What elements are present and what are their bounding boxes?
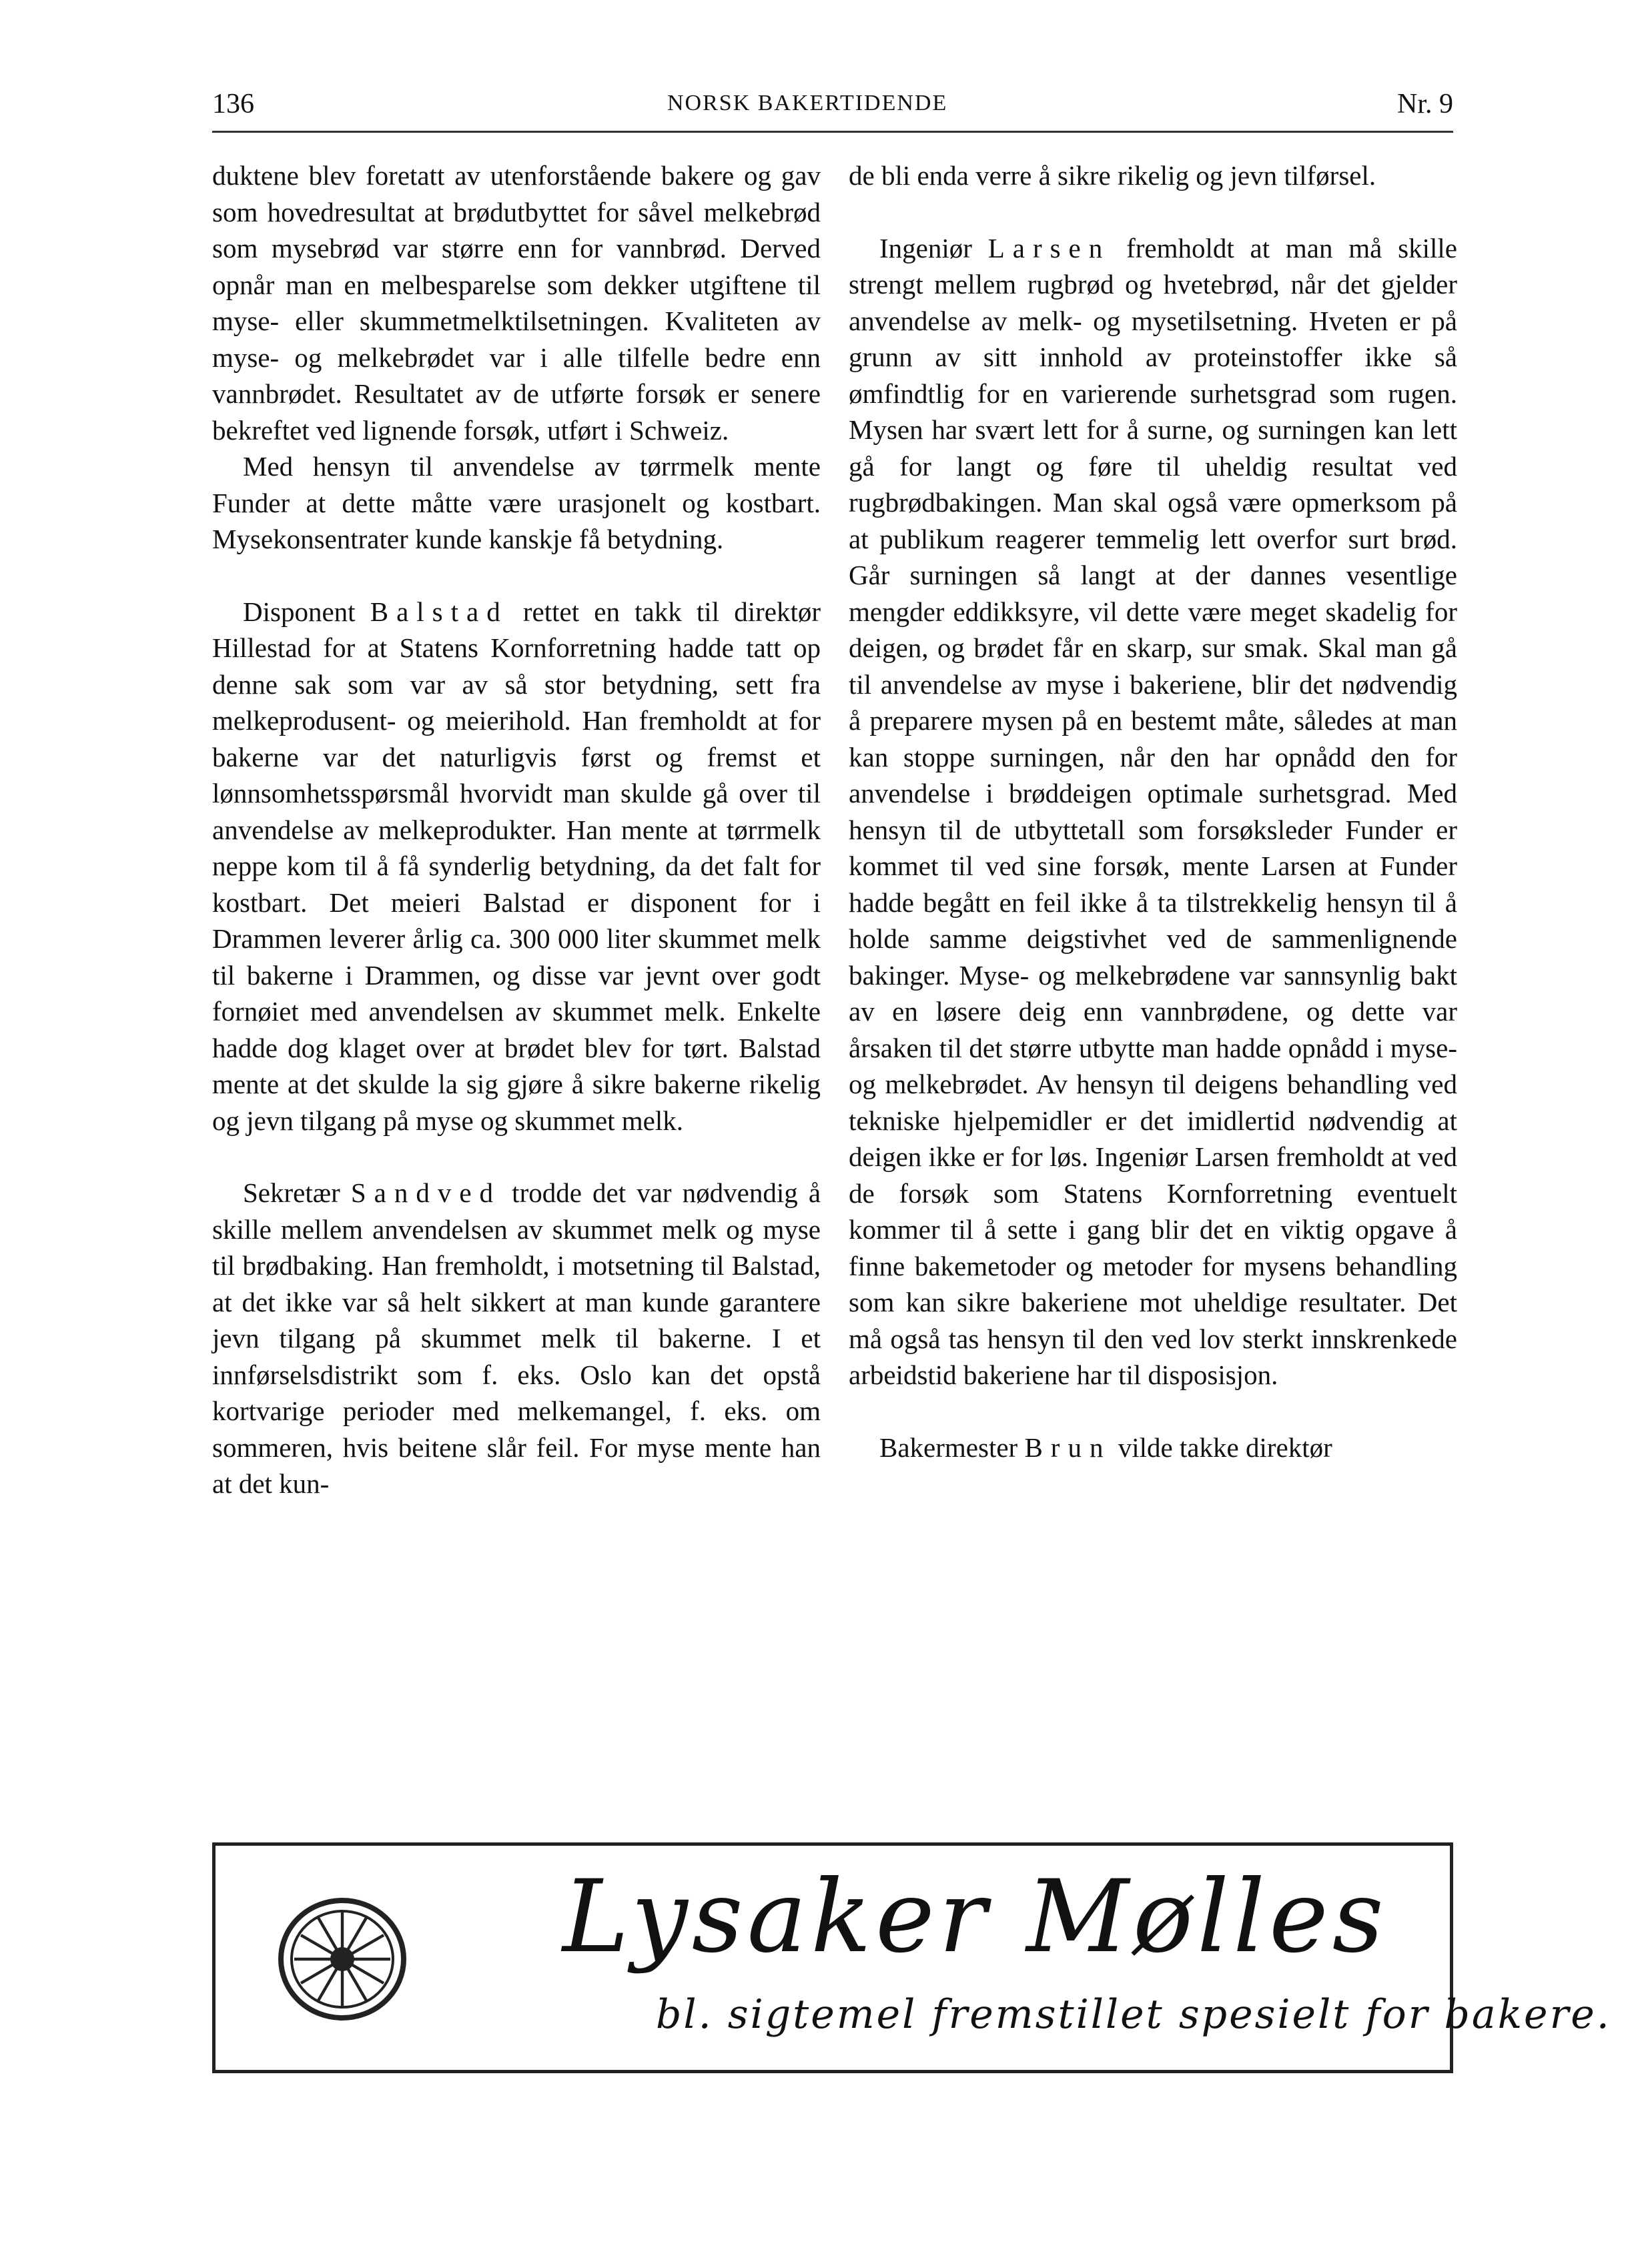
paragraph bbox=[212, 1175, 821, 1502]
advertiser-name: Lysaker Mølles bbox=[562, 1859, 1388, 1975]
right-column bbox=[849, 157, 1457, 1466]
speaker-name: Brun bbox=[1024, 1432, 1112, 1463]
advertiser-tagline: bl. sigtemel fremstillet spesielt for bakere. bbox=[656, 1991, 1611, 2038]
paragraph bbox=[212, 594, 821, 1139]
paragraph-body: vilde takke direktør bbox=[1118, 1432, 1332, 1463]
paragraph-lead: Bakermester bbox=[879, 1432, 1018, 1463]
paragraph bbox=[849, 1430, 1457, 1466]
issue-number: Nr. 9 bbox=[1397, 89, 1453, 119]
mill-wheel-logo-icon bbox=[276, 1892, 409, 2026]
paragraph-lead: Disponent bbox=[243, 596, 356, 627]
speaker-name: Sandved bbox=[350, 1177, 502, 1208]
paragraph-body: fremholdt at man må skille strengt mellem rugbrød og hvetebrød, når det gjelder anvendelse av melk- og mysetilsetning. Hveten er på grunn av sitt innhold av proteinstoffer ikke så ømfindtlig for en varierende surhetsgrad som rugen. Mysen har svært lett for å surne, og surningen kan lett gå for langt og føre til uheldig resultat ved rugbrødbakingen. Man skal også være opmerksom på at publikum reagerer temmelig lett overfor surt brød. Går surningen så langt at der dannes vesentlige mengder eddikksyre, vil dette være meget skadelig for deigen, og brødet får en skarp, sur smak. Skal man gå til anvendelse av myse i bakeriene, blir det nødvendig å preparere mysen på en bestemt måte, således at man kan stoppe surningen, når den har opnådd den for anvendelse i brøddeigen optimale surhetsgrad. Med hensyn til de utbyttetall som forsøksleder Funder er kommet til ved sine forsøk, mente Larsen at Funder hadde begått en feil ikke å ta tilstrekkelig hensyn til å holde samme deigstivhet ved de sammenlignende bakinger. Myse- og melkebrødene var sannsynlig bakt av en løsere deig enn vannbrødene, og dette var årsaken til det større utbytte man hadde opnådd i myse- og melkebrødet. Av hensyn til deigens behandling ved tekniske hjelpemidler er det imidlertid nødvendig at deigen ikke er for løs. Ingeniør Larsen fremholdt at ved de forsøk som Statens Kornforretning eventuelt kommer til å sette i gang blir det en viktig opgave å finne bakemetoder og metoder for mysens behandling som kan sikre bakeriene mot uheldige resultater. Det må også tas hensyn til den ved lov sterkt innskrenkede arbeidstid bakeriene har til disposisjon. bbox=[849, 232, 1458, 1390]
page-number: 136 bbox=[212, 89, 254, 119]
paragraph-body: rettet en takk til direktør Hillestad for at Statens Kornforretning hadde tatt op denne sak som var av så stor betydning, sett fra melkeprodusent- og meierihold. Han fremholdt at for bakerne var det naturligvis først og fremst et lønnsomhetsspørsmål hvorvidt man skulde gå over til anvendelse av melkeprodukter. Han mente at tørrmelk neppe kom til å få synderlig betydning, da det falt for kostbart. Det meieri Balstad er disponent for i Drammen leverer årlig ca. 300 000 liter skummet melk til bakerne i Drammen, og disse var jevnt over godt fornøiet med anvendelsen av skummet melk. Enkelte hadde dog klaget over at brødet blev for tørt. Balstad mente at det skulde la sig gjøre å sikre bakerne rikelig og jevn tilgang på myse og skummet melk. bbox=[212, 596, 821, 1136]
publication-title: NORSK BAKERTIDENDE bbox=[667, 91, 948, 115]
paragraph-lead: Ingeniør bbox=[879, 232, 972, 263]
advertisement-box bbox=[212, 1842, 1611, 2073]
left-column bbox=[212, 157, 821, 1502]
speaker-name: Balstad bbox=[370, 596, 508, 627]
speaker-name: Larsen bbox=[987, 232, 1111, 263]
paragraph: duktene blev foretatt av utenforstående bakere og gav som hovedresultat at brødutbyttet for såvel melkebrød som mysebrød var større enn for vannbrød. Derved opnår man en melbesparelse som dekker utgiftene til myse- eller skummetmelktilsetningen. Kvaliteten av myse- og melkebrødet var i alle tilfelle bedre enn vannbrødet. Resultatet av de utførte forsøk er senere bekreftet ved lignende forsøk, utført i Schweiz. bbox=[212, 160, 821, 446]
paragraph: Med hensyn til anvendelse av tørrmelk mente Funder at dette måtte være urasjonelt og kostbart. Mysekonsentrater kunde kanskje få betydning. bbox=[212, 451, 821, 554]
paragraph-body: trodde det var nødvendig å skille mellem anvendelsen av skummet melk og myse til brødbaking. Han fremholdt, i motsetning til Balstad, at det ikke var så helt sikkert at man kunde garantere jevn tilgang på skummet melk til bakerne. I et innførselsdistrikt som f. eks. Oslo kan det opstå kortvarige perioder med melkemangel, f. eks. om sommeren, hvis beitene slår feil. For myse mente han at det kun- bbox=[212, 1177, 821, 1499]
header-rule bbox=[212, 131, 1453, 133]
paragraph bbox=[849, 230, 1457, 1393]
paragraph: de bli enda verre å sikre rikelig og jevn tilførsel. bbox=[849, 160, 1376, 191]
paragraph-lead: Sekretær bbox=[243, 1177, 340, 1208]
